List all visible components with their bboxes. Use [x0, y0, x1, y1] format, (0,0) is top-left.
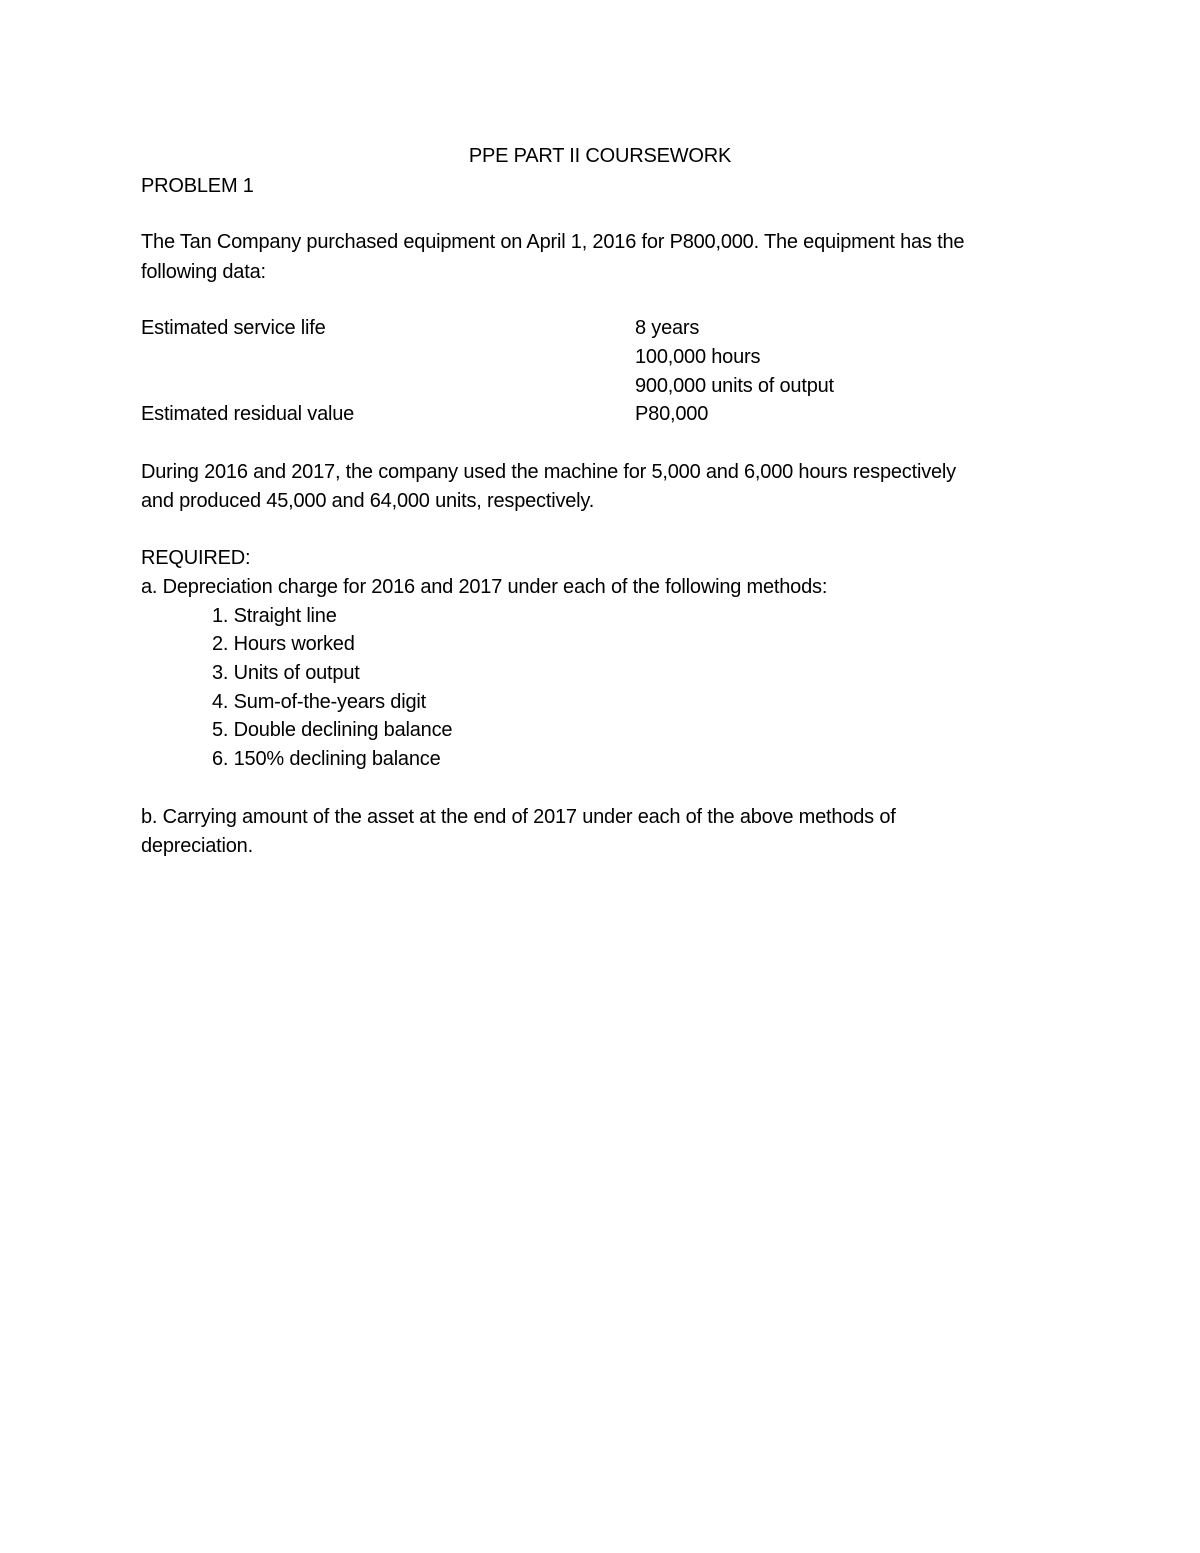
problem-heading: PROBLEM 1	[141, 175, 254, 197]
intro-line-1: The Tan Company purchased equipment on April 1, 2016 for P800,000. The equipment has the	[141, 231, 965, 253]
residual-value-label: Estimated residual value	[141, 403, 355, 425]
method-item: 5. Double declining balance	[212, 719, 453, 741]
part-b-line-2: depreciation.	[141, 835, 253, 857]
method-item: 2. Hours worked	[212, 633, 355, 655]
usage-line-2: and produced 45,000 and 64,000 units, respectively.	[141, 490, 595, 512]
method-item: 6. 150% declining balance	[212, 748, 441, 770]
required-heading: REQUIRED:	[141, 547, 251, 569]
usage-line-1: During 2016 and 2017, the company used the machine for 5,000 and 6,000 hours respectively	[141, 461, 956, 483]
service-life-units: 900,000 units of output	[635, 375, 834, 397]
method-item: 4. Sum-of-the-years digit	[212, 691, 426, 713]
service-life-years: 8 years	[635, 317, 700, 339]
method-item: 1. Straight line	[212, 605, 337, 627]
service-life-label: Estimated service life	[141, 317, 326, 339]
residual-value: P80,000	[635, 403, 709, 425]
part-b-line-1: b. Carrying amount of the asset at the end of 2017 under each of the above methods of	[141, 806, 896, 828]
intro-line-2: following data:	[141, 261, 266, 283]
method-item: 3. Units of output	[212, 662, 360, 684]
service-life-hours: 100,000 hours	[635, 346, 761, 368]
document-title: PPE PART II COURSEWORK	[468, 145, 732, 167]
part-a-text: a. Depreciation charge for 2016 and 2017 under each of the following methods:	[141, 576, 828, 598]
